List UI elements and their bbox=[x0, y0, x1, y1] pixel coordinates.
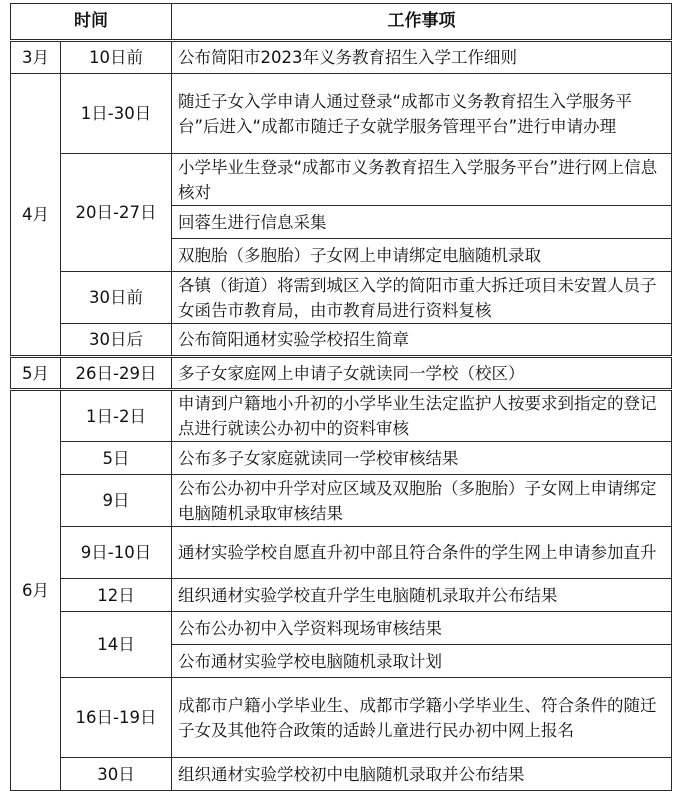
item-cell: 小学毕业生登录“成都市义务教育招生入学服务平台”进行网上信息核对 bbox=[172, 154, 672, 206]
table-row bbox=[11, 527, 672, 579]
table-row bbox=[11, 579, 672, 612]
date-cell: 30日后 bbox=[61, 324, 172, 357]
date-cell: 1日-2日 bbox=[61, 390, 172, 442]
date-cell: 1日-30日 bbox=[61, 74, 172, 154]
month-cell-june: 6月 bbox=[11, 390, 61, 791]
item-cell: 公布公办初中入学资料现场审核结果 bbox=[172, 612, 672, 645]
date-cell: 20日-27日 bbox=[61, 154, 172, 272]
date-cell: 9日-10日 bbox=[61, 527, 172, 579]
month-cell-march: 3月 bbox=[11, 41, 61, 74]
item-cell: 双胞胎（多胞胎）子女网上申请绑定电脑随机录取 bbox=[172, 239, 672, 272]
month-cell-may: 5月 bbox=[11, 357, 61, 390]
table-row bbox=[11, 678, 672, 758]
item-cell: 成都市户籍小学毕业生、成都市学籍小学毕业生、符合条件的随迁子女及其他符合政策的适龄儿童进行民办初中网上报名 bbox=[172, 678, 672, 758]
date-cell: 30日 bbox=[61, 758, 172, 791]
item-cell: 公布简阳市2023年义务教育招生入学工作细则 bbox=[172, 41, 672, 74]
table-row bbox=[11, 41, 672, 74]
header-items: 工作事项 bbox=[172, 4, 672, 41]
item-cell: 公布通材实验学校电脑随机录取计划 bbox=[172, 645, 672, 678]
date-cell: 16日-19日 bbox=[61, 678, 172, 758]
header-row bbox=[11, 4, 672, 41]
item-cell: 随迁子女入学申请人通过登录“成都市义务教育招生入学服务平台”后进入“成都市随迁子女就学服务管理平台”进行申请办理 bbox=[172, 74, 672, 154]
table-row bbox=[11, 272, 672, 324]
date-cell: 30日前 bbox=[61, 272, 172, 324]
item-cell: 各镇（街道）将需到城区入学的简阳市重大拆迁项目未安置人员子女函告市教育局，由市教育局进行资料复核 bbox=[172, 272, 672, 324]
table-row bbox=[11, 475, 672, 527]
table-header bbox=[11, 4, 672, 41]
item-cell: 申请到户籍地小升初的小学毕业生法定监护人按要求到指定的登记点进行就读公办初中的资料审核 bbox=[172, 390, 672, 442]
item-cell: 多子女家庭网上申请子女就读同一学校（校区） bbox=[172, 357, 672, 390]
item-cell: 组织通材实验学校直升学生电脑随机录取并公布结果 bbox=[172, 579, 672, 612]
date-cell: 26日-29日 bbox=[61, 357, 172, 390]
item-cell: 公布公办初中升学对应区域及双胞胎（多胞胎）子女网上申请绑定电脑随机录取审核结果 bbox=[172, 475, 672, 527]
header-time: 时间 bbox=[11, 4, 172, 41]
item-cell: 回蓉生进行信息采集 bbox=[172, 206, 672, 239]
table-row bbox=[11, 758, 672, 791]
table-row bbox=[11, 390, 672, 442]
date-cell: 10日前 bbox=[61, 41, 172, 74]
item-cell: 公布多子女家庭就读同一学校审核结果 bbox=[172, 442, 672, 475]
date-cell: 14日 bbox=[61, 612, 172, 678]
date-cell: 5日 bbox=[61, 442, 172, 475]
table-row bbox=[11, 154, 672, 206]
item-cell: 公布简阳通材实验学校招生简章 bbox=[172, 324, 672, 357]
table-row bbox=[11, 357, 672, 390]
table-row bbox=[11, 612, 672, 645]
item-cell: 组织通材实验学校初中电脑随机录取并公布结果 bbox=[172, 758, 672, 791]
date-cell: 12日 bbox=[61, 579, 172, 612]
date-cell: 9日 bbox=[61, 475, 172, 527]
table-row bbox=[11, 324, 672, 357]
table-row bbox=[11, 442, 672, 475]
table-row bbox=[11, 74, 672, 154]
month-cell-april: 4月 bbox=[11, 74, 61, 357]
schedule-table bbox=[10, 3, 672, 791]
item-cell: 通材实验学校自愿直升初中部且符合条件的学生网上申请参加直升 bbox=[172, 527, 672, 579]
